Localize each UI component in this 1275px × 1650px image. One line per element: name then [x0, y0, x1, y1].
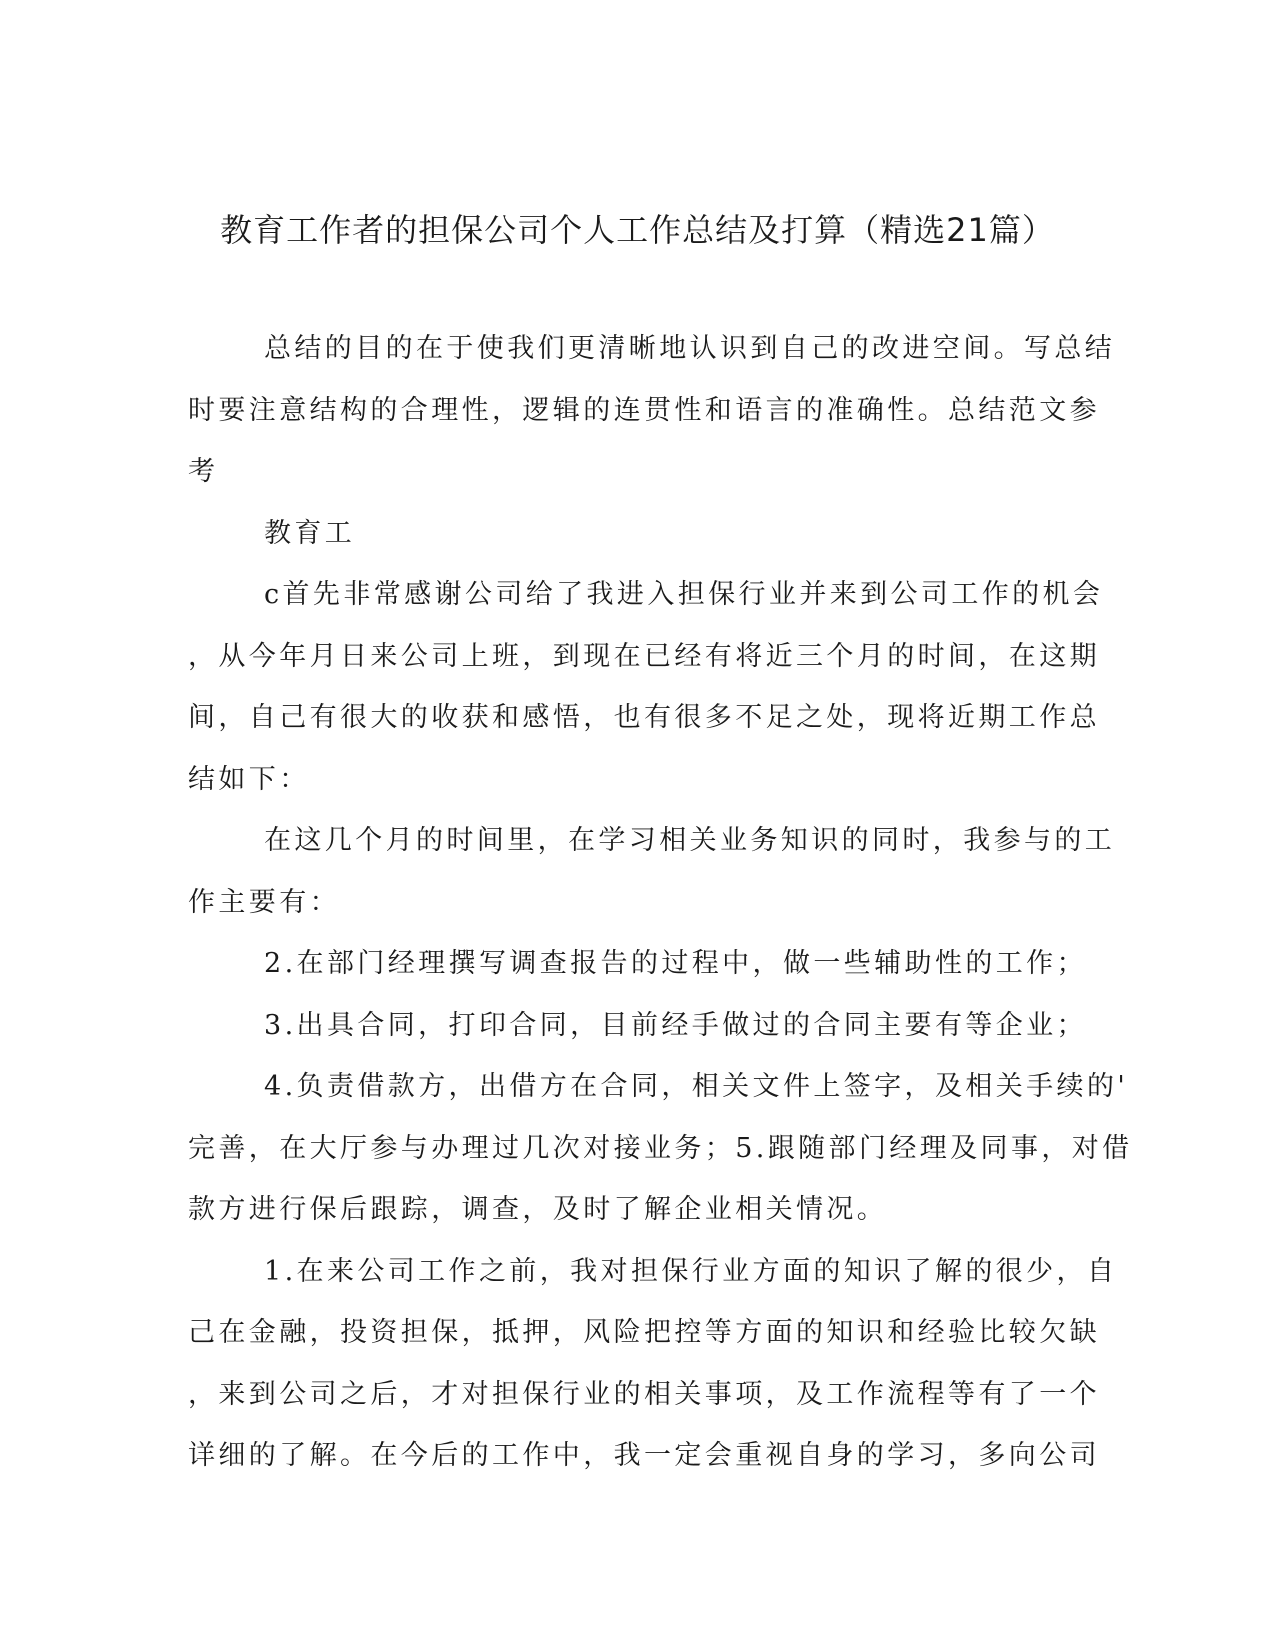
paragraph-line: 4.负责借款方，出借方在合同，相关文件上签字，及相关手续的'	[264, 1071, 1129, 1102]
paragraph-line: 3.出具合同，打印合同，目前经手做过的合同主要有等企业；	[264, 1009, 1087, 1041]
paragraph-line: 详细的了解。在今后的工作中，我一定会重视自身的学习，多向公司	[188, 1440, 1100, 1471]
paragraph-line: 作主要有：	[188, 886, 340, 918]
paragraph-line: 考	[188, 456, 219, 487]
paragraph-line: 教育工	[264, 517, 356, 549]
paragraph-line: ，来到公司之后，才对担保行业的相关事项，及工作流程等有了一个	[188, 1378, 1100, 1410]
paragraph-line: 己在金融，投资担保，抵押，风险把控等方面的知识和经验比较欠缺	[188, 1317, 1100, 1348]
paragraph-line: 1.在来公司工作之前，我对担保行业方面的知识了解的很少，自	[264, 1255, 1118, 1287]
paragraph-line: c首先非常感谢公司给了我进入担保行业并来到公司工作的机会	[264, 579, 1104, 610]
paragraph-line: ，从今年月日来公司上班，到现在已经有将近三个月的时间，在这期	[188, 640, 1100, 672]
document-body	[188, 327, 1133, 1496]
paragraph-line: 总结的目的在于使我们更清晰地认识到自己的改进空间。写总结	[264, 333, 1116, 364]
paragraph-line: 在这几个月的时间里，在学习相关业务知识的同时，我参与的工	[264, 825, 1116, 856]
paragraph-line: 时要注意结构的合理性，逻辑的连贯性和语言的准确性。总结范文参	[188, 394, 1100, 426]
document-title: 教育工作者的担保公司个人工作总结及打算（精选21篇）	[220, 211, 1055, 249]
paragraph-line: 结如下：	[188, 763, 310, 795]
paragraph-line: 间，自己有很大的收获和感悟，也有很多不足之处，现将近期工作总	[188, 702, 1100, 733]
paragraph-line: 款方进行保后跟踪，调查，及时了解企业相关情况。	[188, 1194, 888, 1225]
paragraph-line: 完善，在大厅参与办理过几次对接业务；5.跟随部门经理及同事，对借	[188, 1132, 1133, 1164]
paragraph-line: 2.在部门经理撰写调查报告的过程中，做一些辅助性的工作；	[264, 948, 1087, 979]
